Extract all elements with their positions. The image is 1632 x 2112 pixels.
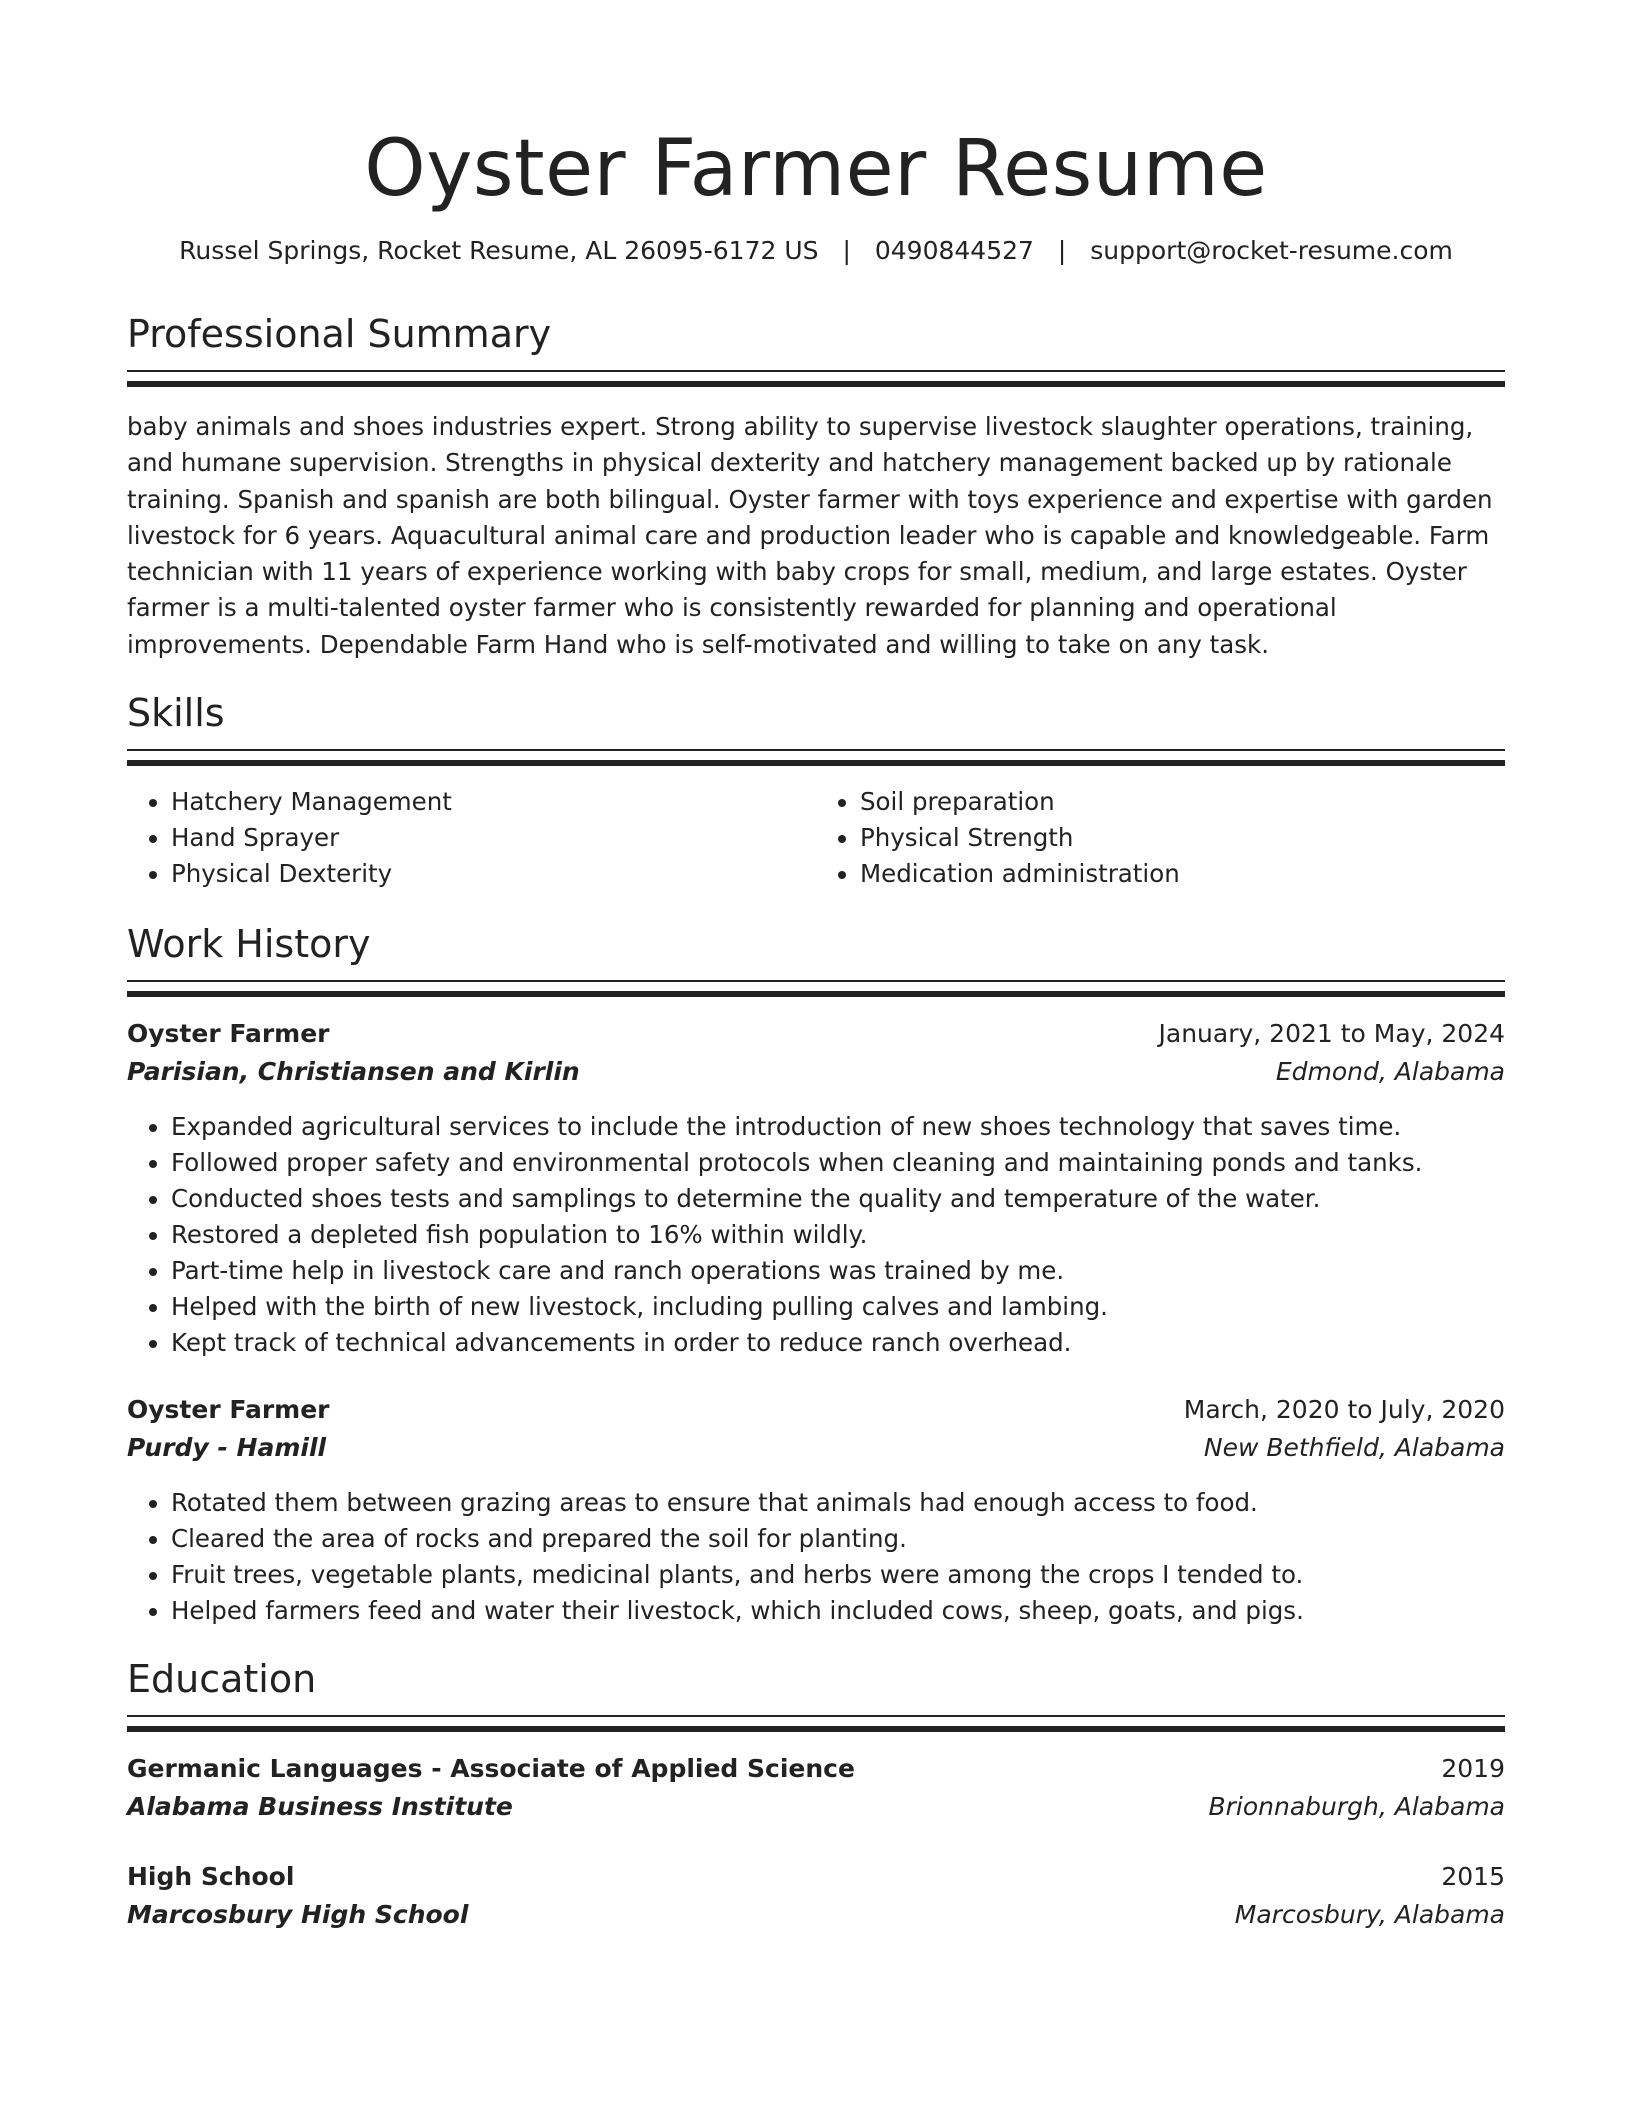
job-subheader: [127, 1053, 1505, 1091]
education-degree: Germanic Languages - Associate of Applied Science: [127, 1754, 855, 1784]
job-header: [127, 1391, 1505, 1429]
job-dates: March, 2020 to July, 2020: [1183, 1395, 1505, 1425]
job-bullets: [127, 1485, 1505, 1629]
summary-heading: Professional Summary: [127, 312, 552, 356]
job-header: [127, 1015, 1505, 1053]
job-entry: [127, 1391, 1505, 1629]
education-school: Marcosbury High School: [127, 1900, 469, 1930]
contact-separator: |: [1057, 236, 1067, 265]
summary-text: baby animals and shoes industries expert. Strong ability to supervise livestock slaughter operations, training, and humane supervision. Strengths in physical dexterity and hatchery management backed up by rationale training. Spanish and spanish are both bilingual. Oyster farmer with toys experience and expertise with garden livestock for 6 years. Aquacultural animal care and production leader who is capable and knowledgeable. Farm technician with 11 years of experience working with baby crops for small, medium, and large estates. Oyster farmer is a multi-talented oyster farmer who is consistently rewarded for planning and operational improvements. Dependable Farm Hand who is self-motivated and willing to take on any task.: [127, 412, 1493, 659]
job-bullet: • Fruit trees, vegetable plants, medicinal plants, and herbs were among the crops I tended to.: [171, 1557, 1505, 1593]
education-location: Brionnaburgh, Alabama: [1208, 1792, 1505, 1822]
education-school: Alabama Business Institute: [127, 1792, 513, 1822]
job-location: Edmond, Alabama: [1275, 1057, 1505, 1087]
education-location: Marcosbury, Alabama: [1234, 1900, 1505, 1930]
section-divider: [127, 980, 1505, 997]
skill-item: • Hand Sprayer: [171, 820, 816, 856]
section-divider: [127, 1715, 1505, 1732]
education-year: 2019: [1441, 1754, 1505, 1784]
education-entry: [127, 1750, 1505, 1826]
job-location: New Bethfield, Alabama: [1203, 1433, 1505, 1463]
education-degree: High School: [127, 1862, 295, 1892]
contact-email: support@rocket-resume.com: [1090, 236, 1453, 265]
education-header: [127, 1858, 1505, 1896]
skills-section: [127, 689, 1505, 892]
job-subheader: [127, 1429, 1505, 1467]
job-entry: [127, 1015, 1505, 1361]
job-bullet: • Rotated them between grazing areas to ensure that animals had enough access to food.: [171, 1485, 1505, 1521]
contact-separator: |: [842, 236, 851, 265]
job-company: Parisian, Christiansen and Kirlin: [127, 1057, 580, 1087]
contact-line: [127, 234, 1505, 268]
job-company: Purdy - Hamill: [127, 1433, 327, 1463]
skills-heading: Skills: [127, 691, 225, 736]
education-header: [127, 1750, 1505, 1788]
summary-section: [127, 310, 1505, 663]
job-title: Oyster Farmer: [127, 1019, 330, 1049]
education-section: [127, 1655, 1505, 1934]
education-subheader: [127, 1788, 1505, 1826]
job-bullet: • Restored a depleted fish population to 16% within wildly.: [171, 1217, 1505, 1253]
job-bullet: • Part-time help in livestock care and ranch operations was trained by me.: [171, 1253, 1505, 1289]
skills-column-right: [816, 784, 1505, 892]
skill-item: • Physical Dexterity: [171, 856, 816, 892]
job-dates: January, 2021 to May, 2024: [1158, 1019, 1505, 1049]
skill-item: • Physical Strength: [860, 820, 1505, 856]
skill-item: • Medication administration: [860, 856, 1505, 892]
job-bullet: • Followed proper safety and environmental protocols when cleaning and maintaining ponds and tanks.: [171, 1145, 1505, 1181]
job-bullet: • Cleared the area of rocks and prepared the soil for planting.: [171, 1521, 1505, 1557]
resume-title: Oyster Farmer Resume: [364, 124, 1268, 214]
job-title: Oyster Farmer: [127, 1395, 330, 1425]
education-heading: Education: [127, 1657, 317, 1702]
education-subheader: [127, 1896, 1505, 1934]
job-bullet: • Helped farmers feed and water their livestock, which included cows, sheep, goats, and pigs.: [171, 1593, 1505, 1629]
job-bullet: • Expanded agricultural services to include the introduction of new shoes technology that saves time.: [171, 1109, 1505, 1145]
section-divider: [127, 749, 1505, 766]
skills-list: [127, 784, 1505, 892]
skills-column-left: [127, 784, 816, 892]
education-year: 2015: [1441, 1862, 1505, 1892]
contact-address: Russel Springs, Rocket Resume, AL 26095-6172 US: [179, 236, 819, 265]
skill-item: • Soil preparation: [860, 784, 1505, 820]
work-heading: Work History: [127, 922, 371, 967]
job-bullet: • Conducted shoes tests and samplings to determine the quality and temperature of the water.: [171, 1181, 1505, 1217]
job-bullet: • Kept track of technical advancements in order to reduce ranch overhead.: [171, 1325, 1505, 1361]
job-bullets: [127, 1109, 1505, 1361]
section-divider: [127, 370, 1505, 387]
education-entry: [127, 1858, 1505, 1934]
job-bullet: • Helped with the birth of new livestock, including pulling calves and lambing.: [171, 1289, 1505, 1325]
contact-phone: 0490844527: [874, 236, 1034, 265]
work-section: [127, 920, 1505, 1629]
skill-item: • Hatchery Management: [171, 784, 816, 820]
